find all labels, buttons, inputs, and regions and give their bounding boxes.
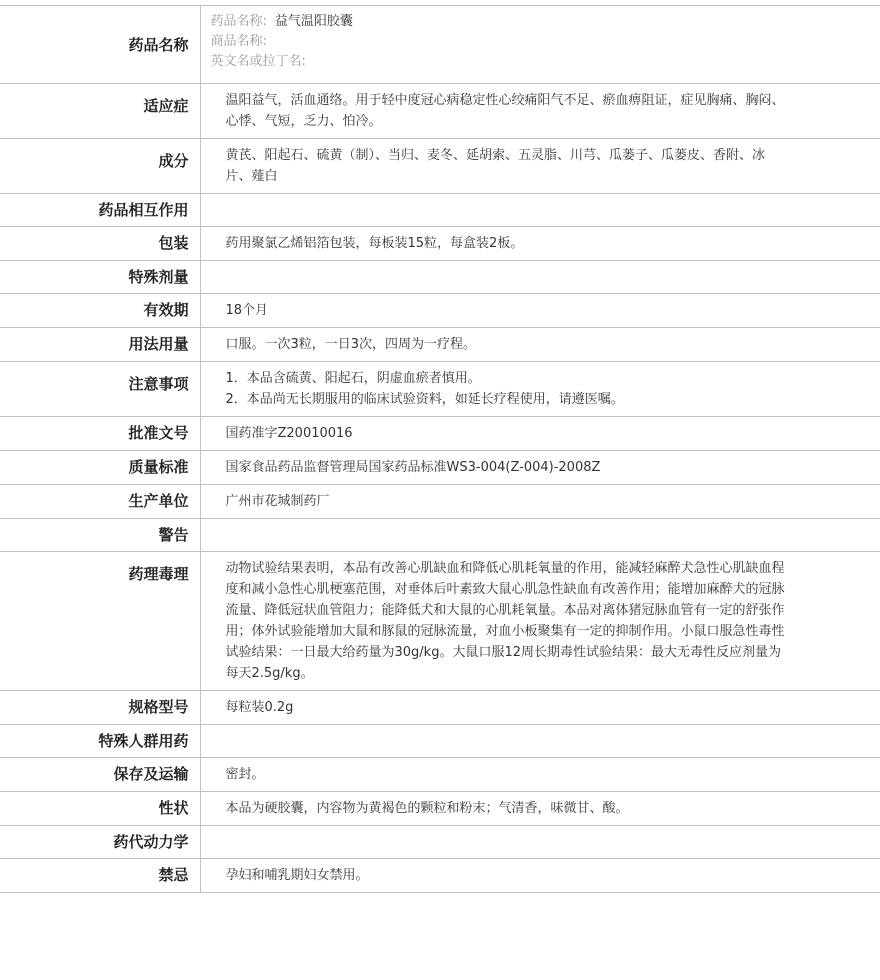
row-drug-name xyxy=(0,6,880,84)
label-drug-name: 药品名称 xyxy=(0,6,200,84)
value-approval-number: 国药准字Z20010016 xyxy=(200,417,880,451)
value-precautions xyxy=(200,362,880,417)
row-approval-number xyxy=(0,417,880,451)
english-name-line xyxy=(211,52,871,72)
label-precautions: 注意事项 xyxy=(0,362,200,417)
row-storage xyxy=(0,758,880,792)
row-special-dosage xyxy=(0,261,880,294)
value-warning xyxy=(200,519,880,552)
value-interactions xyxy=(200,194,880,227)
label-packaging: 包装 xyxy=(0,227,200,261)
row-warning xyxy=(0,519,880,552)
value-special-population xyxy=(200,725,880,758)
value-pharmacology: 动物试验结果表明，本品有改善心肌缺血和降低心肌耗氧量的作用，能减轻麻醉犬急性心肌缺血程度和减小急性心肌梗塞范围，对垂体后叶素致大鼠心肌急性缺血有改善作用；能增加麻醉犬的冠脉流量、降低冠状血管阻力；能降低犬和大鼠的心肌耗氧量。本品对离体猪冠脉血管有一定的舒张作用；体外试验能增加大鼠和豚鼠的冠脉流量，对血小板聚集有一定的抑制作用。小鼠口服急性毒性试验结果：一日最大给药量为30g/kg。大鼠口服12周长期毒性试验结果：最大无毒性反应剂量为每天2.5g/kg。 xyxy=(200,552,880,691)
row-packaging xyxy=(0,227,880,261)
value-manufacturer: 广州市花城制药厂 xyxy=(200,485,880,519)
row-pharmacokinetics xyxy=(0,826,880,859)
row-ingredients xyxy=(0,139,880,194)
label-warning: 警告 xyxy=(0,519,200,552)
label-special-population: 特殊人群用药 xyxy=(0,725,200,758)
value-usage: 口服。一次3粒，一日3次，四周为一疗程。 xyxy=(200,328,880,362)
value-contraindications: 孕妇和哺乳期妇女禁用。 xyxy=(200,859,880,893)
value-storage: 密封。 xyxy=(200,758,880,792)
trade-name-key: 商品名称: xyxy=(210,34,267,49)
row-specification xyxy=(0,691,880,725)
trade-name-line xyxy=(211,32,871,52)
value-shelf-life: 18个月 xyxy=(200,294,880,328)
row-description xyxy=(0,792,880,826)
value-description: 本品为硬胶囊，内容物为黄褐色的颗粒和粉末；气清香，味微甘、酸。 xyxy=(200,792,880,826)
row-precautions xyxy=(0,362,880,417)
value-specification: 每粒装0.2g xyxy=(200,691,880,725)
label-approval-number: 批准文号 xyxy=(0,417,200,451)
row-manufacturer xyxy=(0,485,880,519)
generic-name-line xyxy=(211,12,871,32)
label-indications: 适应症 xyxy=(0,84,200,139)
label-contraindications: 禁忌 xyxy=(0,859,200,893)
row-usage xyxy=(0,328,880,362)
english-name-key: 英文名或拉丁名: xyxy=(210,54,306,69)
precaution-item-1: 1．本品含硫黄、阳起石，阴虚血瘀者慎用。 xyxy=(225,371,481,386)
generic-name-key: 药品名称: xyxy=(210,14,267,29)
row-interactions xyxy=(0,194,880,227)
label-description: 性状 xyxy=(0,792,200,826)
label-storage: 保存及运输 xyxy=(0,758,200,792)
row-indications xyxy=(0,84,880,139)
label-quality-standard: 质量标准 xyxy=(0,451,200,485)
label-usage: 用法用量 xyxy=(0,328,200,362)
label-pharmacology: 药理毒理 xyxy=(0,552,200,691)
label-manufacturer: 生产单位 xyxy=(0,485,200,519)
value-ingredients: 黄芪、阳起石、硫黄（制）、当归、麦冬、延胡索、五灵脂、川芎、瓜蒌子、瓜蒌皮、香附、冰片、薤白 xyxy=(200,139,880,194)
value-packaging: 药用聚氯乙烯铝箔包装，每板装15粒，每盒装2板。 xyxy=(200,227,880,261)
label-interactions: 药品相互作用 xyxy=(0,194,200,227)
value-drug-name xyxy=(200,6,880,84)
value-quality-standard: 国家食品药品监督管理局国家药品标准WS3-004(Z-004)-2008Z xyxy=(200,451,880,485)
value-indications: 温阳益气，活血通络。用于轻中度冠心病稳定性心绞痛阳气不足、瘀血痹阻证，症见胸痛、胸闷、心悸、气短，乏力、怕冷。 xyxy=(200,84,880,139)
label-shelf-life: 有效期 xyxy=(0,294,200,328)
label-pharmacokinetics: 药代动力学 xyxy=(0,826,200,859)
row-quality-standard xyxy=(0,451,880,485)
precaution-item-2: 2．本品尚无长期服用的临床试验资料，如延长疗程使用，请遵医嘱。 xyxy=(225,392,624,407)
generic-name-value: 益气温阳胶囊 xyxy=(274,14,353,29)
drug-info-table xyxy=(0,5,880,893)
row-special-population xyxy=(0,725,880,758)
row-contraindications xyxy=(0,859,880,893)
label-specification: 规格型号 xyxy=(0,691,200,725)
row-shelf-life xyxy=(0,294,880,328)
value-pharmacokinetics xyxy=(200,826,880,859)
label-ingredients: 成分 xyxy=(0,139,200,194)
value-special-dosage xyxy=(200,261,880,294)
label-special-dosage: 特殊剂量 xyxy=(0,261,200,294)
row-pharmacology xyxy=(0,552,880,691)
